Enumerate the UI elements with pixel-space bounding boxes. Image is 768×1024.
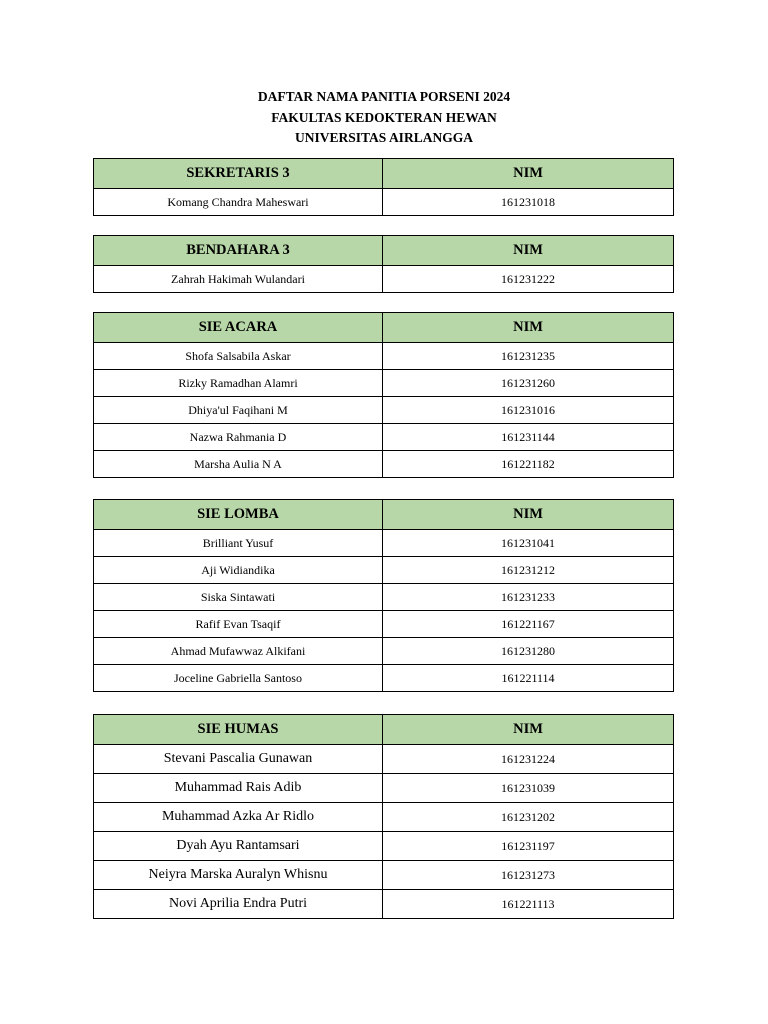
table-row [94,266,674,293]
member-nim: 161231144 [383,424,674,451]
member-nim: 161231018 [383,189,674,216]
section-table-sie-humas [93,714,674,919]
member-name: Nazwa Rahmania D [94,424,383,451]
member-name: Rizky Ramadhan Alamri [94,370,383,397]
member-name: Dhiya'ul Faqihani M [94,397,383,424]
member-name: Muhammad Azka Ar Ridlo [94,803,383,832]
table-row [94,584,674,611]
member-nim: 161221113 [383,890,674,919]
member-nim: 161231273 [383,861,674,890]
table-row [94,611,674,638]
member-nim: 161231016 [383,397,674,424]
table-row [94,397,674,424]
member-name: Ahmad Mufawwaz Alkifani [94,638,383,665]
table-row [94,890,674,919]
table-row [94,530,674,557]
table-row [94,451,674,478]
section-title: SIE HUMAS [94,715,383,745]
section-header-row [94,236,674,266]
member-name: Komang Chandra Maheswari [94,189,383,216]
section-table-sekretaris [93,158,674,216]
member-nim: 161231222 [383,266,674,293]
member-nim: 161231202 [383,803,674,832]
member-nim: 161231224 [383,745,674,774]
member-name: Siska Sintawati [94,584,383,611]
member-nim: 161231235 [383,343,674,370]
member-name: Novi Aprilia Endra Putri [94,890,383,919]
member-nim: 161221167 [383,611,674,638]
table-row [94,638,674,665]
document-university: UNIVERSITAS AIRLANGGA [295,130,473,145]
member-nim: 161221114 [383,665,674,692]
section-table-bendahara [93,235,674,293]
document-header [0,87,768,149]
member-name: Aji Widiandika [94,557,383,584]
section-title: SIE ACARA [94,313,383,343]
member-name: Marsha Aulia N A [94,451,383,478]
member-name: Stevani Pascalia Gunawan [94,745,383,774]
table-row [94,832,674,861]
nim-column-header: NIM [383,715,674,745]
section-header-row [94,159,674,189]
nim-column-header: NIM [383,500,674,530]
member-name: Neiyra Marska Auralyn Whisnu [94,861,383,890]
nim-column-header: NIM [383,313,674,343]
table-row [94,424,674,451]
table-row [94,803,674,832]
table-row [94,745,674,774]
member-nim: 161231197 [383,832,674,861]
table-row [94,189,674,216]
member-name: Rafif Evan Tsaqif [94,611,383,638]
section-header-row [94,715,674,745]
nim-column-header: NIM [383,159,674,189]
section-header-row [94,313,674,343]
table-row [94,861,674,890]
section-header-row [94,500,674,530]
member-name: Joceline Gabriella Santoso [94,665,383,692]
section-title: SEKRETARIS 3 [94,159,383,189]
member-nim: 161231039 [383,774,674,803]
member-nim: 161231233 [383,584,674,611]
member-nim: 161231212 [383,557,674,584]
document-title: DAFTAR NAMA PANITIA PORSENI 2024 [257,89,511,104]
member-nim: 161231041 [383,530,674,557]
member-nim: 161231260 [383,370,674,397]
table-row [94,774,674,803]
document-faculty: FAKULTAS KEDOKTERAN HEWAN [271,109,497,125]
member-name: Brilliant Yusuf [94,530,383,557]
member-name: Muhammad Rais Adib [94,774,383,803]
member-name: Dyah Ayu Rantamsari [94,832,383,861]
member-name: Shofa Salsabila Askar [94,343,383,370]
member-name: Zahrah Hakimah Wulandari [94,266,383,293]
section-table-sie-lomba [93,499,674,692]
section-title: SIE LOMBA [94,500,383,530]
section-table-sie-acara [93,312,674,478]
nim-column-header: NIM [383,236,674,266]
table-row [94,370,674,397]
table-row [94,557,674,584]
member-nim: 161221182 [383,451,674,478]
member-nim: 161231280 [383,638,674,665]
table-row [94,343,674,370]
table-row [94,665,674,692]
section-title: BENDAHARA 3 [94,236,383,266]
